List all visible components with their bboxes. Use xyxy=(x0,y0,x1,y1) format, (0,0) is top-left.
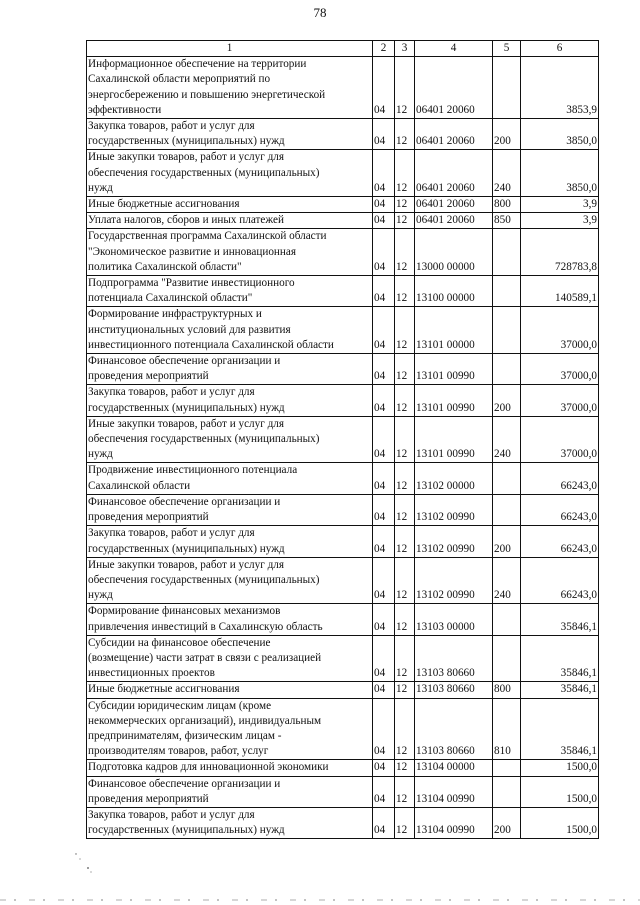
subsection-code: 12 xyxy=(395,526,415,557)
subsection-code: 12 xyxy=(395,682,415,698)
table-row xyxy=(87,526,599,557)
section-code: 04 xyxy=(373,635,395,682)
amount: 3850,0 xyxy=(521,119,599,150)
row-description xyxy=(87,354,373,385)
target-article-code: 13000 00000 xyxy=(415,229,493,276)
header-col-3: 3 xyxy=(395,41,415,57)
row-description xyxy=(87,229,373,276)
description-line: государственных (муниципальных) нужд xyxy=(88,824,285,837)
amount: 66243,0 xyxy=(521,494,599,525)
row-description xyxy=(87,57,373,119)
description-line: энергосбережению и повышению энергетической xyxy=(88,88,326,101)
subsection-code: 12 xyxy=(395,197,415,213)
description-line: государственных (муниципальных) нужд xyxy=(88,542,285,555)
row-description xyxy=(87,526,373,557)
subsection-code: 12 xyxy=(395,385,415,416)
expense-type-code xyxy=(493,604,521,635)
amount: 140589,1 xyxy=(521,276,599,307)
table-row xyxy=(87,807,599,838)
target-article-code: 13102 00990 xyxy=(415,526,493,557)
target-article-code: 13102 00990 xyxy=(415,494,493,525)
description-line: нужд xyxy=(88,448,113,461)
amount: 1500,0 xyxy=(521,807,599,838)
amount: 35846,1 xyxy=(521,604,599,635)
table-row xyxy=(87,416,599,463)
target-article-code: 13103 80660 xyxy=(415,682,493,698)
page-number: 78 xyxy=(313,5,327,20)
subsection-code: 12 xyxy=(395,635,415,682)
description-line: Субсидии на финансовое обеспечение xyxy=(88,636,271,649)
description-line: проведения мероприятий xyxy=(88,511,209,524)
amount: 3853,9 xyxy=(521,57,599,119)
description-line: Финансовое обеспечение организации и xyxy=(88,355,281,368)
row-description xyxy=(87,276,373,307)
target-article-code: 13102 00990 xyxy=(415,557,493,604)
section-code: 04 xyxy=(373,276,395,307)
section-code: 04 xyxy=(373,197,395,213)
expense-type-code xyxy=(493,307,521,354)
table-row xyxy=(87,604,599,635)
description-line: Иные бюджетные ассигнования xyxy=(88,683,240,696)
target-article-code: 13103 80660 xyxy=(415,635,493,682)
expense-type-code xyxy=(493,276,521,307)
row-description xyxy=(87,807,373,838)
row-description xyxy=(87,197,373,213)
row-description xyxy=(87,604,373,635)
target-article-code: 06401 20060 xyxy=(415,57,493,119)
target-article-code: 13102 00000 xyxy=(415,463,493,494)
subsection-code: 12 xyxy=(395,307,415,354)
amount: 728783,8 xyxy=(521,229,599,276)
subsection-code: 12 xyxy=(395,150,415,197)
amount: 37000,0 xyxy=(521,385,599,416)
description-line: нужд xyxy=(88,181,113,194)
description-line: обеспечения государственных (муниципальных) xyxy=(88,573,320,586)
scan-specks xyxy=(70,850,100,880)
row-description xyxy=(87,307,373,354)
description-line: Формирование инфраструктурных и xyxy=(88,308,262,321)
row-description xyxy=(87,760,373,776)
amount: 3850,0 xyxy=(521,150,599,197)
expense-type-code xyxy=(493,494,521,525)
description-line: привлечения инвестиций в Сахалинскую область xyxy=(88,620,323,633)
amount: 66243,0 xyxy=(521,526,599,557)
expense-type-code xyxy=(493,354,521,385)
description-line: Сахалинской области xyxy=(88,479,191,492)
description-line: Продвижение инвестиционного потенциала xyxy=(88,464,298,477)
amount: 37000,0 xyxy=(521,354,599,385)
target-article-code: 06401 20060 xyxy=(415,119,493,150)
section-code: 04 xyxy=(373,526,395,557)
subsection-code: 12 xyxy=(395,463,415,494)
subsection-code: 12 xyxy=(395,229,415,276)
target-article-code: 13103 00000 xyxy=(415,604,493,635)
target-article-code: 13104 00990 xyxy=(415,807,493,838)
expense-type-code: 200 xyxy=(493,807,521,838)
expense-type-code: 200 xyxy=(493,119,521,150)
section-code: 04 xyxy=(373,213,395,229)
table-row xyxy=(87,494,599,525)
description-line: проведения мероприятий xyxy=(88,370,209,383)
subsection-code: 12 xyxy=(395,760,415,776)
table-row xyxy=(87,197,599,213)
expense-type-code xyxy=(493,635,521,682)
table-row xyxy=(87,57,599,119)
section-code: 04 xyxy=(373,760,395,776)
target-article-code: 13104 00000 xyxy=(415,760,493,776)
description-line: эффективности xyxy=(88,103,162,116)
subsection-code: 12 xyxy=(395,776,415,807)
section-code: 04 xyxy=(373,229,395,276)
section-code: 04 xyxy=(373,57,395,119)
row-description xyxy=(87,698,373,760)
table-row xyxy=(87,682,599,698)
expense-type-code: 200 xyxy=(493,385,521,416)
description-line: Иные закупки товаров, работ и услуг для xyxy=(88,558,285,571)
description-line: Закупка товаров, работ и услуг для xyxy=(88,808,255,821)
expense-type-code xyxy=(493,57,521,119)
amount: 35846,1 xyxy=(521,635,599,682)
header-col-5: 5 xyxy=(493,41,521,57)
target-article-code: 13101 00990 xyxy=(415,385,493,416)
row-description xyxy=(87,776,373,807)
subsection-code: 12 xyxy=(395,494,415,525)
description-line: Закупка товаров, работ и услуг для xyxy=(88,120,255,133)
amount: 3,9 xyxy=(521,213,599,229)
subsection-code: 12 xyxy=(395,698,415,760)
description-line: Иные закупки товаров, работ и услуг для xyxy=(88,417,285,430)
target-article-code: 13103 80660 xyxy=(415,698,493,760)
table-row xyxy=(87,213,599,229)
amount: 37000,0 xyxy=(521,307,599,354)
description-line: обеспечения государственных (муниципальных) xyxy=(88,433,320,446)
row-description xyxy=(87,385,373,416)
expense-type-code: 200 xyxy=(493,526,521,557)
description-line: (возмещение) части затрат в связи с реализацией xyxy=(88,651,322,664)
expense-type-code: 850 xyxy=(493,213,521,229)
description-line: Финансовое обеспечение организации и xyxy=(88,777,281,790)
expense-type-code: 240 xyxy=(493,150,521,197)
description-line: Иные бюджетные ассигнования xyxy=(88,198,240,211)
amount: 35846,1 xyxy=(521,682,599,698)
header-col-4: 4 xyxy=(415,41,493,57)
description-line: Закупка товаров, работ и услуг для xyxy=(88,386,255,399)
description-line: потенциала Сахалинской области" xyxy=(88,292,253,305)
description-line: Финансовое обеспечение организации и xyxy=(88,495,281,508)
target-article-code: 13100 00000 xyxy=(415,276,493,307)
subsection-code: 12 xyxy=(395,604,415,635)
header-col-2: 2 xyxy=(373,41,395,57)
expense-type-code: 810 xyxy=(493,698,521,760)
target-article-code: 06401 20060 xyxy=(415,150,493,197)
amount: 66243,0 xyxy=(521,463,599,494)
table-row xyxy=(87,463,599,494)
row-description xyxy=(87,150,373,197)
description-line: производителям товаров, работ, услуг xyxy=(88,745,269,758)
expense-type-code xyxy=(493,229,521,276)
row-description xyxy=(87,557,373,604)
expense-type-code: 800 xyxy=(493,197,521,213)
section-code: 04 xyxy=(373,604,395,635)
section-code: 04 xyxy=(373,698,395,760)
description-line: "Экономическое развитие и инновационная xyxy=(88,245,297,258)
amount: 1500,0 xyxy=(521,760,599,776)
expense-type-code: 240 xyxy=(493,557,521,604)
table-row xyxy=(87,635,599,682)
subsection-code: 12 xyxy=(395,416,415,463)
table-body xyxy=(87,57,599,839)
amount: 35846,1 xyxy=(521,698,599,760)
description-line: обеспечения государственных (муниципальных) xyxy=(88,166,320,179)
description-line: Подготовка кадров для инновационной экономики xyxy=(88,761,329,774)
section-code: 04 xyxy=(373,494,395,525)
expense-type-code xyxy=(493,760,521,776)
section-code: 04 xyxy=(373,307,395,354)
section-code: 04 xyxy=(373,150,395,197)
table-row xyxy=(87,229,599,276)
description-line: Закупка товаров, работ и услуг для xyxy=(88,527,255,540)
section-code: 04 xyxy=(373,416,395,463)
subsection-code: 12 xyxy=(395,354,415,385)
table-row xyxy=(87,698,599,760)
section-code: 04 xyxy=(373,807,395,838)
description-line: нужд xyxy=(88,589,113,602)
row-description xyxy=(87,682,373,698)
expense-type-code: 240 xyxy=(493,416,521,463)
description-line: институциональных условий для развития xyxy=(88,323,291,336)
row-description xyxy=(87,635,373,682)
scan-edge-noise xyxy=(0,899,640,901)
description-line: предпринимателям, физическим лицам - xyxy=(88,729,282,742)
budget-table xyxy=(86,40,599,839)
subsection-code: 12 xyxy=(395,276,415,307)
table-row xyxy=(87,119,599,150)
section-code: 04 xyxy=(373,463,395,494)
target-article-code: 13101 00990 xyxy=(415,354,493,385)
target-article-code: 06401 20060 xyxy=(415,197,493,213)
description-line: Иные закупки товаров, работ и услуг для xyxy=(88,151,285,164)
target-article-code: 13101 00990 xyxy=(415,416,493,463)
description-line: Субсидии юридическим лицам (кроме xyxy=(88,699,272,712)
amount: 37000,0 xyxy=(521,416,599,463)
subsection-code: 12 xyxy=(395,57,415,119)
description-line: Сахалинской области мероприятий по xyxy=(88,73,271,86)
description-line: Информационное обеспечение на территории xyxy=(88,58,307,71)
row-description xyxy=(87,494,373,525)
subsection-code: 12 xyxy=(395,557,415,604)
header-col-6: 6 xyxy=(521,41,599,57)
expense-type-code: 800 xyxy=(493,682,521,698)
section-code: 04 xyxy=(373,385,395,416)
description-line: инвестиционных проектов xyxy=(88,667,215,680)
section-code: 04 xyxy=(373,354,395,385)
amount: 66243,0 xyxy=(521,557,599,604)
description-line: Государственная программа Сахалинской области xyxy=(88,230,327,243)
section-code: 04 xyxy=(373,776,395,807)
description-line: Уплата налогов, сборов и иных платежей xyxy=(88,214,284,227)
description-line: политика Сахалинской области" xyxy=(88,260,242,273)
section-code: 04 xyxy=(373,119,395,150)
row-description xyxy=(87,213,373,229)
section-code: 04 xyxy=(373,682,395,698)
subsection-code: 12 xyxy=(395,119,415,150)
table-row xyxy=(87,354,599,385)
description-line: Формирование финансовых механизмов xyxy=(88,605,281,618)
header-col-1: 1 xyxy=(87,41,373,57)
description-line: государственных (муниципальных) нужд xyxy=(88,401,285,414)
amount: 3,9 xyxy=(521,197,599,213)
expense-type-code xyxy=(493,776,521,807)
row-description xyxy=(87,463,373,494)
table-row xyxy=(87,385,599,416)
header-row xyxy=(87,41,599,57)
table-row xyxy=(87,776,599,807)
description-line: государственных (муниципальных) нужд xyxy=(88,135,285,148)
target-article-code: 06401 20060 xyxy=(415,213,493,229)
description-line: инвестиционного потенциала Сахалинской области xyxy=(88,338,334,351)
table-row xyxy=(87,150,599,197)
subsection-code: 12 xyxy=(395,213,415,229)
description-line: проведения мероприятий xyxy=(88,792,209,805)
section-code: 04 xyxy=(373,557,395,604)
expense-type-code xyxy=(493,463,521,494)
target-article-code: 13101 00000 xyxy=(415,307,493,354)
amount: 1500,0 xyxy=(521,776,599,807)
target-article-code: 13104 00990 xyxy=(415,776,493,807)
table-row xyxy=(87,557,599,604)
table-row xyxy=(87,276,599,307)
row-description xyxy=(87,119,373,150)
subsection-code: 12 xyxy=(395,807,415,838)
table-row xyxy=(87,760,599,776)
description-line: Подпрограмма "Развитие инвестиционного xyxy=(88,277,295,290)
row-description xyxy=(87,416,373,463)
table-row xyxy=(87,307,599,354)
description-line: некоммерческих организаций), индивидуальным xyxy=(88,714,322,727)
